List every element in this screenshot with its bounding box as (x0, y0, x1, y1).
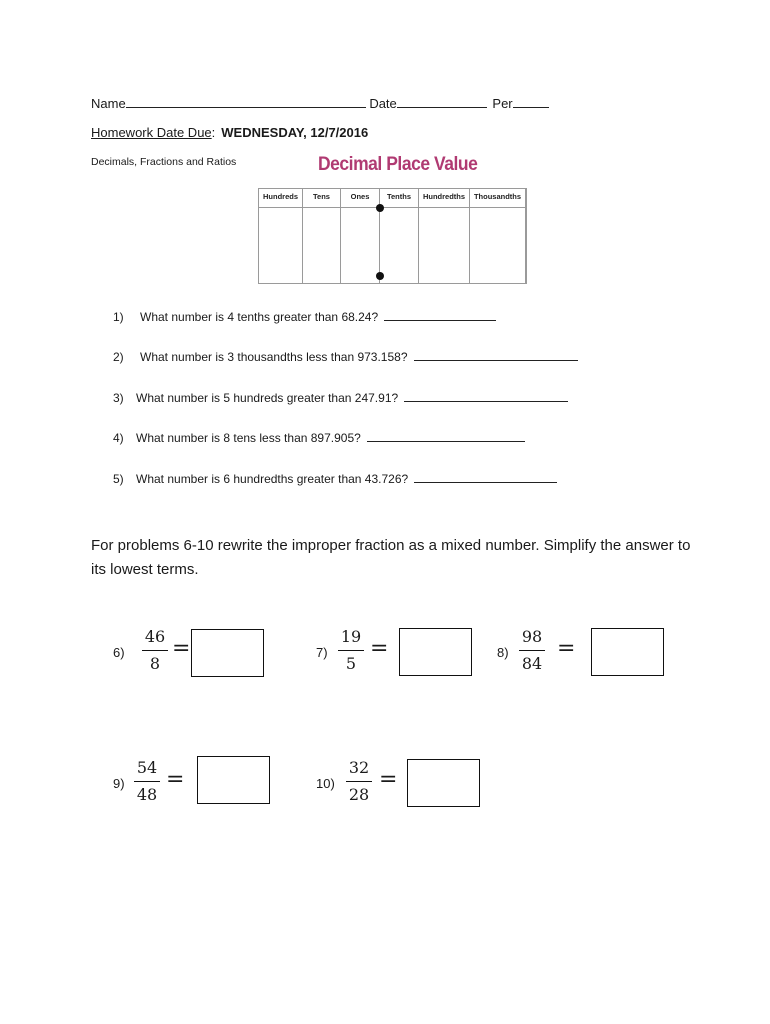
place-value-title: Decimal Place Value (318, 154, 478, 175)
per-blank[interactable] (513, 94, 549, 108)
question-text: What number is 6 hundredths greater than 43.726? (136, 472, 409, 486)
equals-sign: = (166, 767, 185, 792)
place-value-chart (258, 188, 527, 284)
question-4 (113, 429, 525, 445)
answer-box[interactable] (197, 756, 270, 804)
fraction-bar (134, 781, 160, 782)
numerator: 46 (144, 627, 166, 646)
question-number: 5) (113, 472, 124, 486)
place-value-header: Thousandths (470, 189, 525, 208)
question-1 (113, 308, 496, 324)
answer-blank[interactable] (414, 348, 578, 361)
place-value-header: Hundreds (259, 189, 302, 208)
question-2 (113, 348, 578, 364)
fraction-bar (346, 781, 372, 782)
question-number: 2) (113, 350, 124, 364)
fraction-bar (142, 650, 168, 651)
equals-sign: = (172, 636, 191, 661)
date-label: Date (369, 96, 397, 111)
fraction-bar (338, 650, 364, 651)
topic-title: Decimals, Fractions and Ratios (91, 156, 237, 168)
equals-sign: = (370, 636, 389, 661)
due-colon: : (211, 125, 216, 140)
question-text: What number is 8 tens less than 897.905? (136, 431, 361, 445)
equals-sign: = (557, 636, 576, 661)
question-5 (113, 470, 557, 486)
place-value-header: Ones (341, 189, 379, 208)
problem-label: 6) (113, 645, 125, 660)
question-3 (113, 389, 568, 405)
denominator: 5 (345, 654, 357, 673)
per-label: Per (492, 96, 513, 111)
place-value-col-ones (341, 189, 380, 283)
numerator: 32 (348, 758, 370, 777)
answer-box[interactable] (191, 629, 264, 677)
name-label: Name (91, 96, 126, 111)
problem-label: 10) (316, 776, 335, 791)
fraction-bar (519, 650, 545, 651)
question-text: What number is 3 thousandths less than 973.158? (140, 350, 408, 364)
question-text: What number is 4 tenths greater than 68.24? (140, 310, 379, 324)
date-blank[interactable] (397, 94, 487, 108)
instructions-text: For problems 6-10 rewrite the improper fraction as a mixed number. Simplify the answer to its lowest terms. (91, 537, 691, 578)
equals-sign: = (379, 767, 398, 792)
numerator: 54 (136, 758, 158, 777)
problem-label: 9) (113, 776, 125, 791)
problem-label: 7) (316, 645, 328, 660)
place-value-header: Tens (303, 189, 340, 208)
place-value-header: Hundredths (419, 189, 469, 208)
place-value-col-hundredths (419, 189, 470, 283)
due-label: Homework Date Due (91, 125, 212, 140)
answer-box[interactable] (407, 759, 480, 807)
due-value: WEDNESDAY, 12/7/2016 (221, 125, 369, 140)
question-text: What number is 5 hundreds greater than 247.91? (136, 391, 399, 405)
student-info-line (91, 94, 549, 111)
denominator: 84 (521, 654, 543, 673)
answer-box[interactable] (591, 628, 664, 676)
question-number: 3) (113, 391, 124, 405)
place-value-col-tenths (380, 189, 419, 283)
name-blank[interactable] (126, 94, 366, 108)
answer-blank[interactable] (414, 470, 557, 483)
answer-blank[interactable] (384, 308, 496, 321)
question-number: 1) (113, 310, 124, 324)
place-value-header: Tenths (380, 189, 418, 208)
place-value-col-thousandths (470, 189, 526, 283)
answer-blank[interactable] (404, 389, 568, 402)
denominator: 28 (348, 785, 370, 804)
answer-box[interactable] (399, 628, 472, 676)
decimal-point-dot-bottom (376, 272, 384, 280)
place-value-col-hundreds (259, 189, 303, 283)
decimal-point-dot-top (376, 204, 384, 212)
problem-label: 8) (497, 645, 509, 660)
answer-blank[interactable] (367, 429, 525, 442)
place-value-col-tens (303, 189, 341, 283)
numerator: 19 (340, 627, 362, 646)
question-number: 4) (113, 431, 124, 445)
numerator: 98 (521, 627, 543, 646)
due-date-line (91, 125, 368, 140)
denominator: 8 (149, 654, 161, 673)
denominator: 48 (136, 785, 158, 804)
